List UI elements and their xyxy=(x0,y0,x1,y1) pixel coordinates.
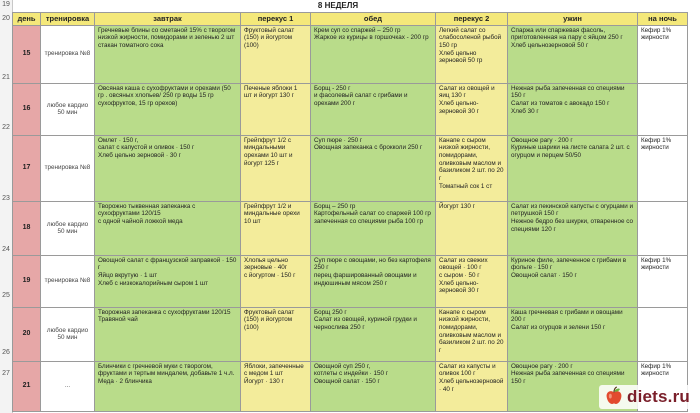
day-cell[interactable]: 16 xyxy=(13,83,41,135)
header-night[interactable]: на ночь xyxy=(638,12,688,25)
dinner-cell[interactable]: Овощное рагу · 200 г Нежная рыба запеченная со специями 150 г xyxy=(508,361,638,411)
dinner-cell[interactable]: Куриное филе, запеченное с грибами в фольге · 150 г Овощной салат · 150 г xyxy=(508,255,638,307)
row-number: 26 xyxy=(2,349,10,356)
breakfast-cell[interactable]: Блинчики с гречневой муки с творогом, фруктами и тертым миндалем, добавьте 1 ч.л. Меда · 2 блинчика xyxy=(95,361,241,411)
row-number: 23 xyxy=(2,195,10,202)
night-cell[interactable]: Кефир 1% жирности xyxy=(638,255,688,307)
dinner-cell[interactable]: Каша гречневая с грибами и овощами 200 г Салат из огурцов и зелени 150 г xyxy=(508,307,638,361)
lunch-cell[interactable]: Борщ - 250 г и фасолевый салат с грибами и орехами 200 г xyxy=(311,83,436,135)
snack2-cell[interactable]: Салат из овощей и яиц 130 г Хлеб цельно-зерновой 30 г xyxy=(436,83,508,135)
lunch-cell[interactable]: Крем суп со спаржей – 250 гр Жаркое из курицы в горшочках - 200 гр xyxy=(311,25,436,83)
diets-logo[interactable] xyxy=(599,385,694,409)
night-cell[interactable] xyxy=(638,307,688,361)
lunch-cell[interactable]: Суп пюре · 250 г Овощная запеканка с брокколи 250 г xyxy=(311,135,436,201)
dinner-cell[interactable]: Нежная рыба запеченная со специями 150 г Салат из томатов с авокадо 150 г Хлеб 30 г xyxy=(508,83,638,135)
training-cell[interactable]: тренировка №8 xyxy=(41,135,95,201)
snack2-cell[interactable]: Канапе с сыром низкой жирности, помидорами, оливковым маслом и базиликом 2 шт. по 20 г xyxy=(436,307,508,361)
header-snack1[interactable]: перекус 1 xyxy=(241,12,311,25)
breakfast-cell[interactable]: Творожная запеканка с сухофруктами 120/15 Травяной чай xyxy=(95,307,241,361)
snack1-cell[interactable]: Фруктовый салат (150) и йогуртом (100) xyxy=(241,25,311,83)
row-number: 27 xyxy=(2,370,10,377)
snack2-cell[interactable]: Салат из свежих овощей · 100 г с сыром · 50 г Хлеб цельно-зерновой 30 г xyxy=(436,255,508,307)
row-number: 22 xyxy=(2,124,10,131)
snack1-cell[interactable]: Грейпфрут 1/2 с миндальными орехами 10 шт и йогурт 125 г xyxy=(241,135,311,201)
watermark-text: diets.ru xyxy=(626,387,690,406)
night-cell[interactable]: Кефир 1% жирности xyxy=(638,135,688,201)
training-cell[interactable]: любое кардио 50 мин xyxy=(41,201,95,255)
snack2-cell[interactable]: Салат из капусты и оливок 100 г Хлеб цельнозерновой · 40 г xyxy=(436,361,508,411)
row-number: 24 xyxy=(2,246,10,253)
snack2-cell[interactable]: Легкий салат со слабосоленой рыбой 150 гр Хлеб цельно зерновой 50 гр xyxy=(436,25,508,83)
blank-cell xyxy=(13,0,241,12)
table-row xyxy=(13,25,688,83)
lunch-cell[interactable]: Овощной суп 250 г, котлеты с индейки · 150 г Овощной салат · 150 г xyxy=(311,361,436,411)
table-row xyxy=(13,83,688,135)
lunch-cell[interactable]: Суп пюре с овощами, но без картофеля 250 г перец фаршированный овощами и индюшиным мясом 250 г xyxy=(311,255,436,307)
blank-cell xyxy=(436,0,688,12)
day-cell[interactable]: 18 xyxy=(13,201,41,255)
night-cell[interactable] xyxy=(638,83,688,135)
day-cell[interactable]: 20 xyxy=(13,307,41,361)
day-cell[interactable]: 15 xyxy=(13,25,41,83)
training-cell[interactable]: любое кардио 50 мин xyxy=(41,83,95,135)
day-cell[interactable]: 21 xyxy=(13,361,41,411)
title-row xyxy=(13,0,688,12)
header-snack2[interactable]: перекус 2 xyxy=(436,12,508,25)
day-cell[interactable]: 17 xyxy=(13,135,41,201)
table-row xyxy=(13,135,688,201)
breakfast-cell[interactable]: Гречневые блины со сметаной 15% с творогом низкой жирности, помидорами и зеленью 2 шт стакан томатного сока xyxy=(95,25,241,83)
meal-plan-table xyxy=(12,0,688,412)
header-row xyxy=(13,12,688,25)
header-training[interactable]: тренировка xyxy=(41,12,95,25)
header-lunch[interactable]: обед xyxy=(311,12,436,25)
header-breakfast[interactable]: завтрак xyxy=(95,12,241,25)
week-title[interactable]: 8 НЕДЕЛЯ xyxy=(241,0,436,12)
night-cell[interactable]: Кефир 1% жирности xyxy=(638,25,688,83)
snack2-cell[interactable]: Канапе с сыром низкой жирности, помидорами, оливковым маслом и базиликом 2 шт. по 20 г Томатный сок 1 ст xyxy=(436,135,508,201)
snack2-cell[interactable]: Йогурт 130 г xyxy=(436,201,508,255)
breakfast-cell[interactable]: Овощной салат с французской заправкой · 150 г Яйцо вкрутую · 1 шт Хлеб с низкокалорийным сыром 1 шт xyxy=(95,255,241,307)
snack1-cell[interactable]: Печеные яблоки 1 шт и йогурт 130 г xyxy=(241,83,311,135)
snack1-cell[interactable]: Яблоки, запеченные с медом 1 шт Йогурт · 130 г xyxy=(241,361,311,411)
night-cell[interactable] xyxy=(638,201,688,255)
training-cell[interactable]: тренировка №8 xyxy=(41,25,95,83)
row-number: 21 xyxy=(2,74,10,81)
table-row xyxy=(13,201,688,255)
apple-icon xyxy=(603,386,625,408)
dinner-cell[interactable]: Салат из пекинской капусты с огурцами и петрушкой 150 г Нежное бедро без шкурки, отваренное со специями 120 г xyxy=(508,201,638,255)
table-row xyxy=(13,361,688,411)
row-number: 19 xyxy=(2,1,10,8)
snack1-cell[interactable]: Хлопья цельно зерновые · 40г с йогуртом · 150 г xyxy=(241,255,311,307)
lunch-cell[interactable]: Борщ 250 г Салат из овощей, куриной грудки и чернослива 250 г xyxy=(311,307,436,361)
breakfast-cell[interactable]: Творожно тыквенная запеканка с сухофруктами 120/15 с одной чайной ложкой меда xyxy=(95,201,241,255)
lunch-cell[interactable]: Борщ – 250 гр Картофельный салат со спаржей 100 гр запеченная со специями рыба 100 гр xyxy=(311,201,436,255)
dinner-cell[interactable]: Овощное рагу · 200 г Куриные шарики на листе салата 2 шт. с огурцом и перцем 50/50 xyxy=(508,135,638,201)
table-row xyxy=(13,307,688,361)
header-dinner[interactable]: ужин xyxy=(508,12,638,25)
breakfast-cell[interactable]: Овсяная каша с сухофруктами и орехами (50 гр . овсяных хлопьев/ 250 гр воды 15 гр сухофруктов, 15 гр орехов) xyxy=(95,83,241,135)
training-cell[interactable]: тренировка №8 xyxy=(41,255,95,307)
night-cell[interactable]: Кефир 1% жирности xyxy=(638,361,688,411)
row-number: 20 xyxy=(2,15,10,22)
dinner-cell[interactable]: Спаржа или спаржевая фасоль, приготовленная на пару с яйцом 250 г Хлеб цельнозерновой 50 г xyxy=(508,25,638,83)
training-cell[interactable]: любое кардио 50 мин xyxy=(41,307,95,361)
snack1-cell[interactable]: Фруктовый салат (150) и йогуртом (100) xyxy=(241,307,311,361)
day-cell[interactable]: 19 xyxy=(13,255,41,307)
snack1-cell[interactable]: Грейпфрут 1/2 и миндальные орехи 10 шт xyxy=(241,201,311,255)
row-number: 25 xyxy=(2,292,10,299)
training-cell[interactable]: ... xyxy=(41,361,95,411)
header-day[interactable]: день xyxy=(13,12,41,25)
breakfast-cell[interactable]: Омлет · 150 г, салат с капустой и оливок · 150 г Хлеб цельно зерновой · 30 г xyxy=(95,135,241,201)
table-row xyxy=(13,255,688,307)
